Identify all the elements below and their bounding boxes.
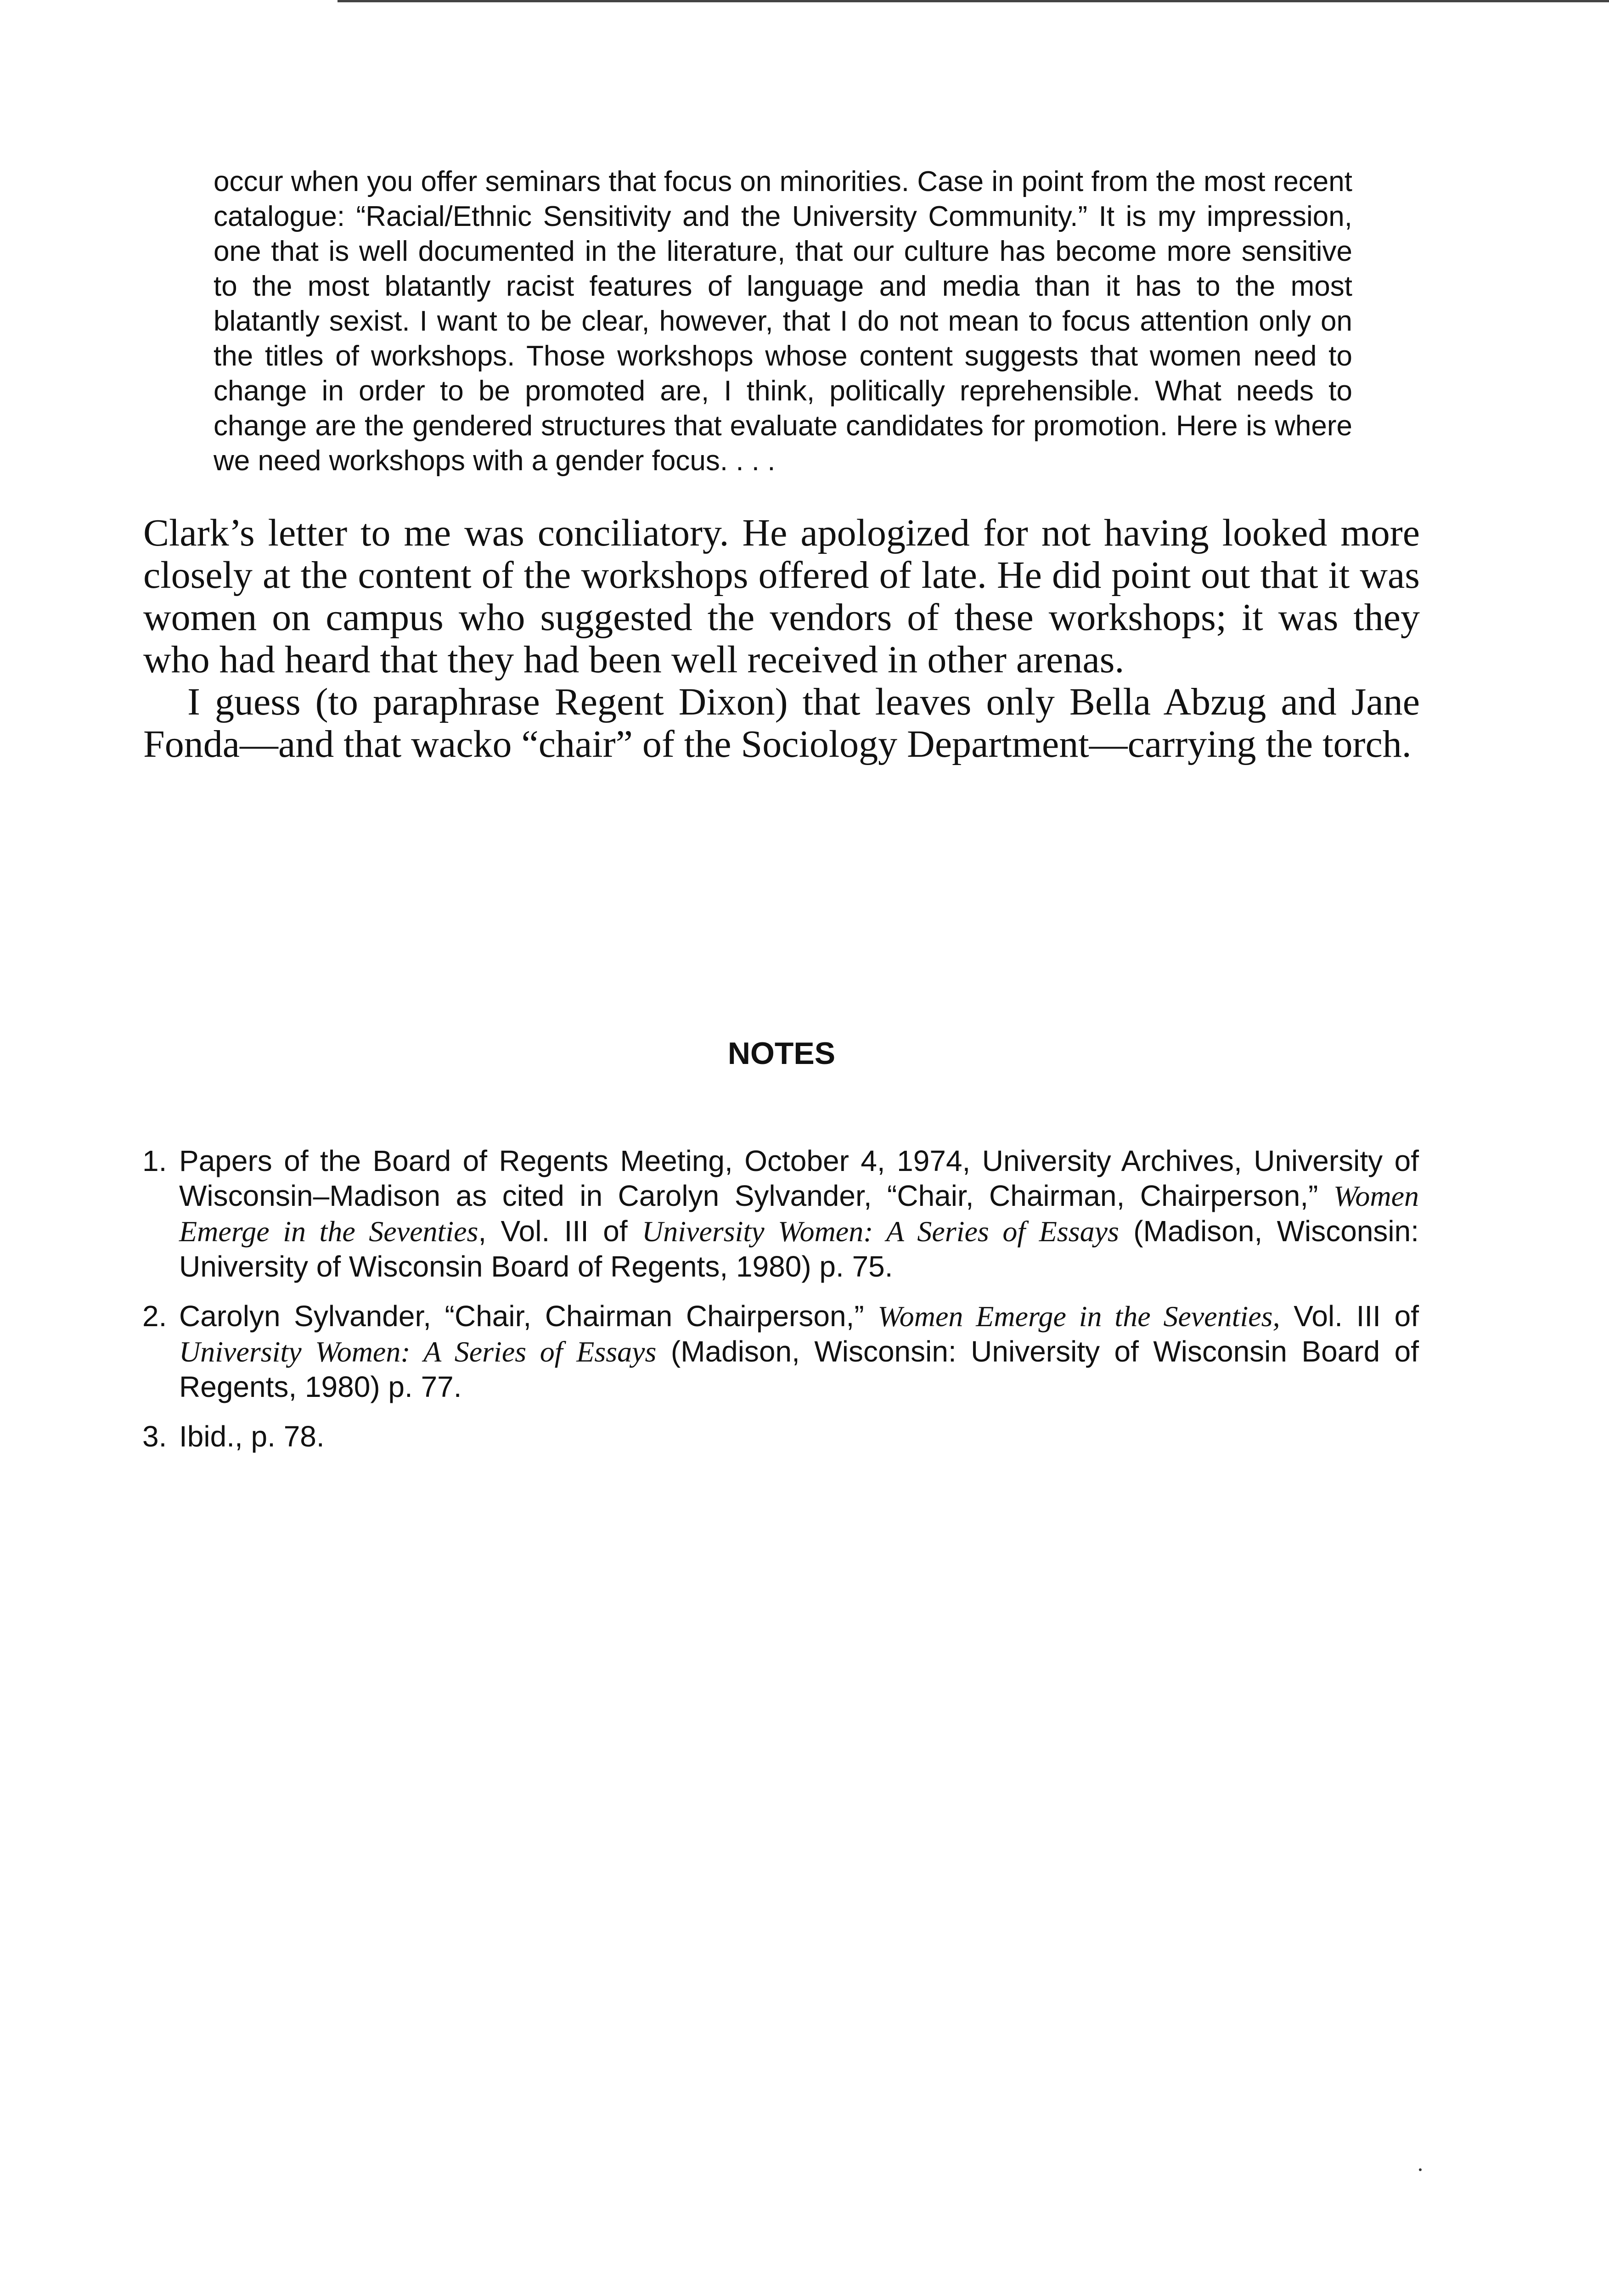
note-text: Papers of the Board of Regents Meeting, October 4, 1974, University Archives, University of Wisconsin–Madison as cited in Carolyn Sylvander, “Chair, Chairman, Chairperson,” (179, 1144, 1419, 1212)
note-2 (142, 1299, 1419, 1404)
note-number: 2. (142, 1300, 167, 1333)
block-quote: occur when you offer seminars that focus on minorities. Case in point from the most recent catalogue: “Racial/Ethnic Sensitivity and the University Community.” It is my impression, one that is well documented in the literature, that our culture has become more sensitive to the most blatantly racist features of language and media than it has to the most blatantly sexist. I want to be clear, however, that I do not mean to focus attention only on the titles of workshops. Those workshops whose content suggests that women need to change in order to be promoted are, I think, politically reprehensible. What needs to change are the gendered structures that evaluate candidates for promotion. Here is where we need workshops with a gender focus. . . . (214, 166, 1352, 477)
note-text: (Madison, Wisconsin: University of Wisconsin Board of Regents, 1980) p. 77. (179, 1335, 1419, 1403)
notes-heading: NOTES (727, 1036, 836, 1071)
note-italic-title: Women Emerge in the Seventies (179, 1180, 1419, 1248)
note-italic-title: University Women: A Series of Essays (179, 1335, 657, 1368)
note-1 (142, 1143, 1419, 1284)
notes-list (142, 1143, 1419, 1469)
body-paragraph-1: Clark’s letter to me was conciliatory. He apologized for not having looked more closely at the content of the workshops offered of late. He did point out that it was women on campus who suggested the vendors of these workshops; it was they who had heard that they had been well received in other arenas. (143, 512, 1420, 681)
note-italic-title: University Women: A Series of Essays (642, 1215, 1119, 1248)
scan-speck (1419, 2168, 1422, 2171)
body-text (143, 512, 1420, 765)
note-text: Carolyn Sylvander, “Chair, Chairman Chairperson,” (179, 1300, 878, 1333)
note-text: , Vol. III of (478, 1215, 642, 1248)
note-text: Vol. III of (1280, 1300, 1419, 1333)
note-number: 1. (142, 1144, 167, 1177)
body-paragraph-2: I guess (to paraphrase Regent Dixon) that leaves only Bella Abzug and Jane Fonda—and that wacko “chair” of the Sociology Department—carrying the torch. (143, 681, 1420, 765)
note-text: Ibid., p. 78. (179, 1420, 325, 1453)
note-3 (142, 1419, 1419, 1454)
note-text: (Madison, Wisconsin: University of Wisconsin Board of Regents, 1980) p. 75. (179, 1215, 1419, 1283)
top-border-line (338, 0, 1609, 2)
note-italic-title: Women Emerge in the Seventies, (878, 1300, 1280, 1333)
note-number: 3. (142, 1420, 167, 1453)
